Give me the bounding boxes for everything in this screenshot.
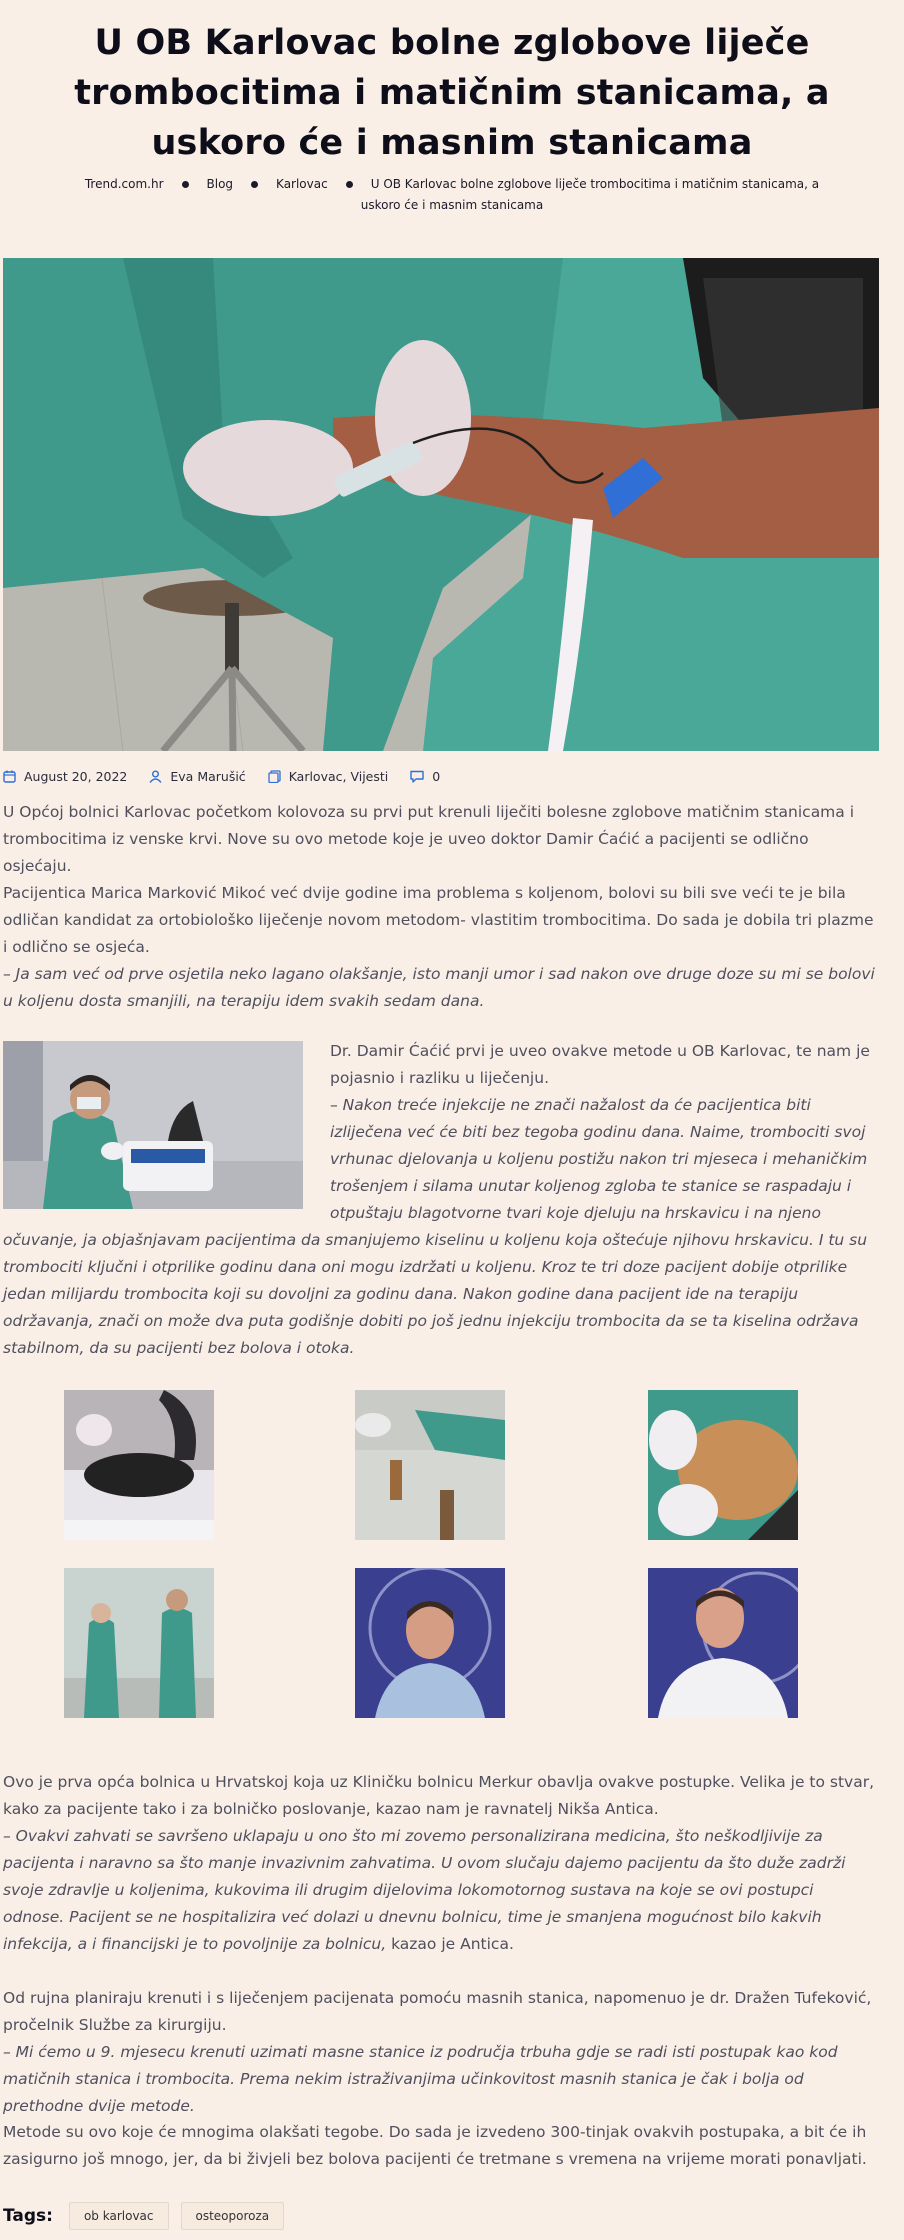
gallery-image-director[interactable]	[355, 1568, 505, 1718]
tags-label: Tags:	[3, 2206, 53, 2226]
gallery-illustration	[355, 1568, 505, 1718]
post-date	[3, 769, 127, 784]
calendar-icon	[3, 770, 16, 783]
gallery-illustration	[648, 1568, 798, 1718]
post-meta	[3, 766, 462, 786]
paragraph-fat-cells-text: Od rujna planiraju krenuti i s liječenjem pacijenata pomoću masnih stanica, napomenuo je dr. Dražen Tufeković, pročelnik Službe za kirurgiju.	[3, 1989, 872, 2034]
paragraph-patient	[3, 880, 879, 1015]
breadcrumb-home[interactable]: Trend.com.hr	[84, 177, 164, 191]
post-categories	[268, 769, 389, 784]
breadcrumb-separator	[251, 181, 258, 188]
director-quote: – Ovakvi zahvati se savršeno uklapaju u ono što mi zovemo personalizirana medicina, što neškodljivije za pacijenta i naravno sa što manje invazivnim zahvatima. U ovom slučaju dajemo pacijentu da što duže zadrži svoje zdravlje u koljenima, kukovima ili drugim dijelovima lokomotornog sustava na koje se ovi postupci odnose. Pacijent se ne hospitalizira već dolazi u dnevnu bolnicu, time je smanjena mogućnost bilo kakvih infekcija, a i financijski je to povoljnije za bolnicu,	[3, 1827, 846, 1953]
gallery-image-injection[interactable]	[648, 1390, 798, 1540]
paragraph-doctor-text: Dr. Damir Ćaćić prvi je uveo ovakve metode u OB Karlovac, te nam je pojasnio i razliku u liječenju.	[330, 1042, 870, 1087]
paragraph-intro: U Općoj bolnici Karlovac početkom kolovoza su prvi put krenuli liječiti bolesne zglobove matičnim stanicama i trombocitima iz venske krvi. Nove su ovo metode koje je uveo doktor Damir Ćaćić a pacijenti se odlično osjećaju.	[3, 803, 855, 875]
float-spacer	[3, 1092, 303, 1209]
doctor-quote: – Nakon treće injekcije ne znači nažalost da će pacijentica biti izliječena već će biti bez tegoba godinu dana. Naime, trombociti svoj vrhunac djelovanja u koljenu postižu nakon tri mjeseca i mehaničkim trošenjem i silama unutar koljenog zgloba te stanice se raspadaju i otpuštaju blagotvorne tvari koje djeluju na hrskavicu i na njeno očuvanje, ja objašnjavam pacijentima da smanjujemo kiselinu u koljenu koja oštećuje njihovu hrskavicu. I tu su trombociti ključni i otprilike godinu dana oni mogu izdržati u koljenu. Kroz te tri doze pacijent dobije otprilike jedan milijardu trombocita koji su dovoljni za godinu dana. Nakon godine dana pacijent ide na terapiju održavanja, znači on može dva puta godišnje dobiti po još jednu injekciju trombocita da se ta kiselina održava stabilnom, da su pacijenti bez bolova i otoka.	[3, 1096, 868, 1357]
paragraph-conclusion: Metode su ovo koje će mnogima olakšati tegobe. Do sada je izvedeno 300-tinjak ovakvih postupaka, a bit će ih zasigurno još mnogo, jer, da bi živjeli bez bolova pacijenti će tretmane s vremena na vrijeme morati ponavljati.	[3, 2123, 867, 2168]
director-quote-attribution: kazao je Antica.	[386, 1935, 514, 1953]
paragraph-patient-text: Pacijentica Marica Marković Mikoć već dvije godine ima problema s koljenom, bolovi su bili sve veći te je bila odličan kandidat za ortobiološko liječenje novom metodom- vlastitim trombocitima. Do sada je dobila tri plazme i odlično se osjeća.	[3, 884, 874, 956]
paragraph-doctor	[330, 1038, 879, 1092]
breadcrumb-separator	[346, 181, 353, 188]
patient-quote: – Ja sam već od prve osjetila neko lagano olakšanje, isto manji umor i sad nakon ove druge doze su mi se bolovi u koljenu dosta smanjili, na terapiju idem svakih sedam dana.	[3, 965, 875, 1010]
hero-illustration	[3, 258, 879, 751]
hero-image	[3, 258, 879, 751]
gallery-image-centrifuge[interactable]	[64, 1390, 214, 1540]
gallery-illustration	[648, 1390, 798, 1540]
tag-ob-karlovac[interactable]: ob karlovac	[69, 2202, 169, 2230]
page-title: U OB Karlovac bolne zglobove liječe trombocitima i matičnim stanicama, a uskoro će i masnim stanicama	[74, 23, 830, 163]
post-date-text[interactable]: August 20, 2022	[24, 768, 128, 784]
post-categories-text[interactable]: Karlovac, Vijesti	[288, 768, 389, 784]
gallery-illustration	[64, 1568, 214, 1718]
paragraph-fat-cells	[3, 1985, 879, 2120]
breadcrumb-blog[interactable]: Blog	[206, 177, 234, 191]
post-author-text[interactable]: Eva Marušić	[170, 768, 246, 784]
breadcrumb-separator	[182, 181, 189, 188]
paragraph-director-text: Ovo je prva opća bolnica u Hrvatskoj koja uz Kliničku bolnicu Merkur obavlja ovakve postupke. Velika je to stvar, kako za pacijente tako i za bolničko poslovanje, kazao nam je ravnatelj Nikša Antica.	[3, 1773, 875, 1818]
paragraph-director	[3, 1769, 879, 1958]
breadcrumb-karlovac[interactable]: Karlovac	[276, 177, 328, 191]
post-comments-count[interactable]: 0	[432, 768, 441, 784]
gallery-illustration	[355, 1390, 505, 1540]
post-comments	[410, 769, 440, 784]
folder-icon	[268, 770, 281, 783]
gallery-image-surgeon[interactable]	[648, 1568, 798, 1718]
tags-section	[3, 2202, 296, 2230]
gallery-image-staff[interactable]	[64, 1568, 214, 1718]
comment-icon	[410, 770, 424, 783]
breadcrumb-current: U OB Karlovac bolne zglobove liječe trombocitima i matičnim stanicama, a uskoro će i masnim stanicama	[360, 177, 820, 212]
doctor-quote-block	[3, 1092, 879, 1362]
breadcrumb	[84, 174, 820, 216]
gallery-image-hands[interactable]	[355, 1390, 505, 1540]
post-author	[149, 769, 245, 784]
gallery-illustration	[64, 1390, 214, 1540]
user-icon	[149, 770, 162, 783]
tag-osteoporoza[interactable]: osteoporoza	[181, 2202, 285, 2230]
surgeon-quote: – Mi ćemo u 9. mjesecu krenuti uzimati masne stanice iz područja trbuha gdje se radi isti postupak kao kod matičnih stanica i trombocita. Prema nekim istraživanjima učinkovitost masnih stanica je čak i bolja od prethodne dvije metode.	[3, 2043, 838, 2115]
